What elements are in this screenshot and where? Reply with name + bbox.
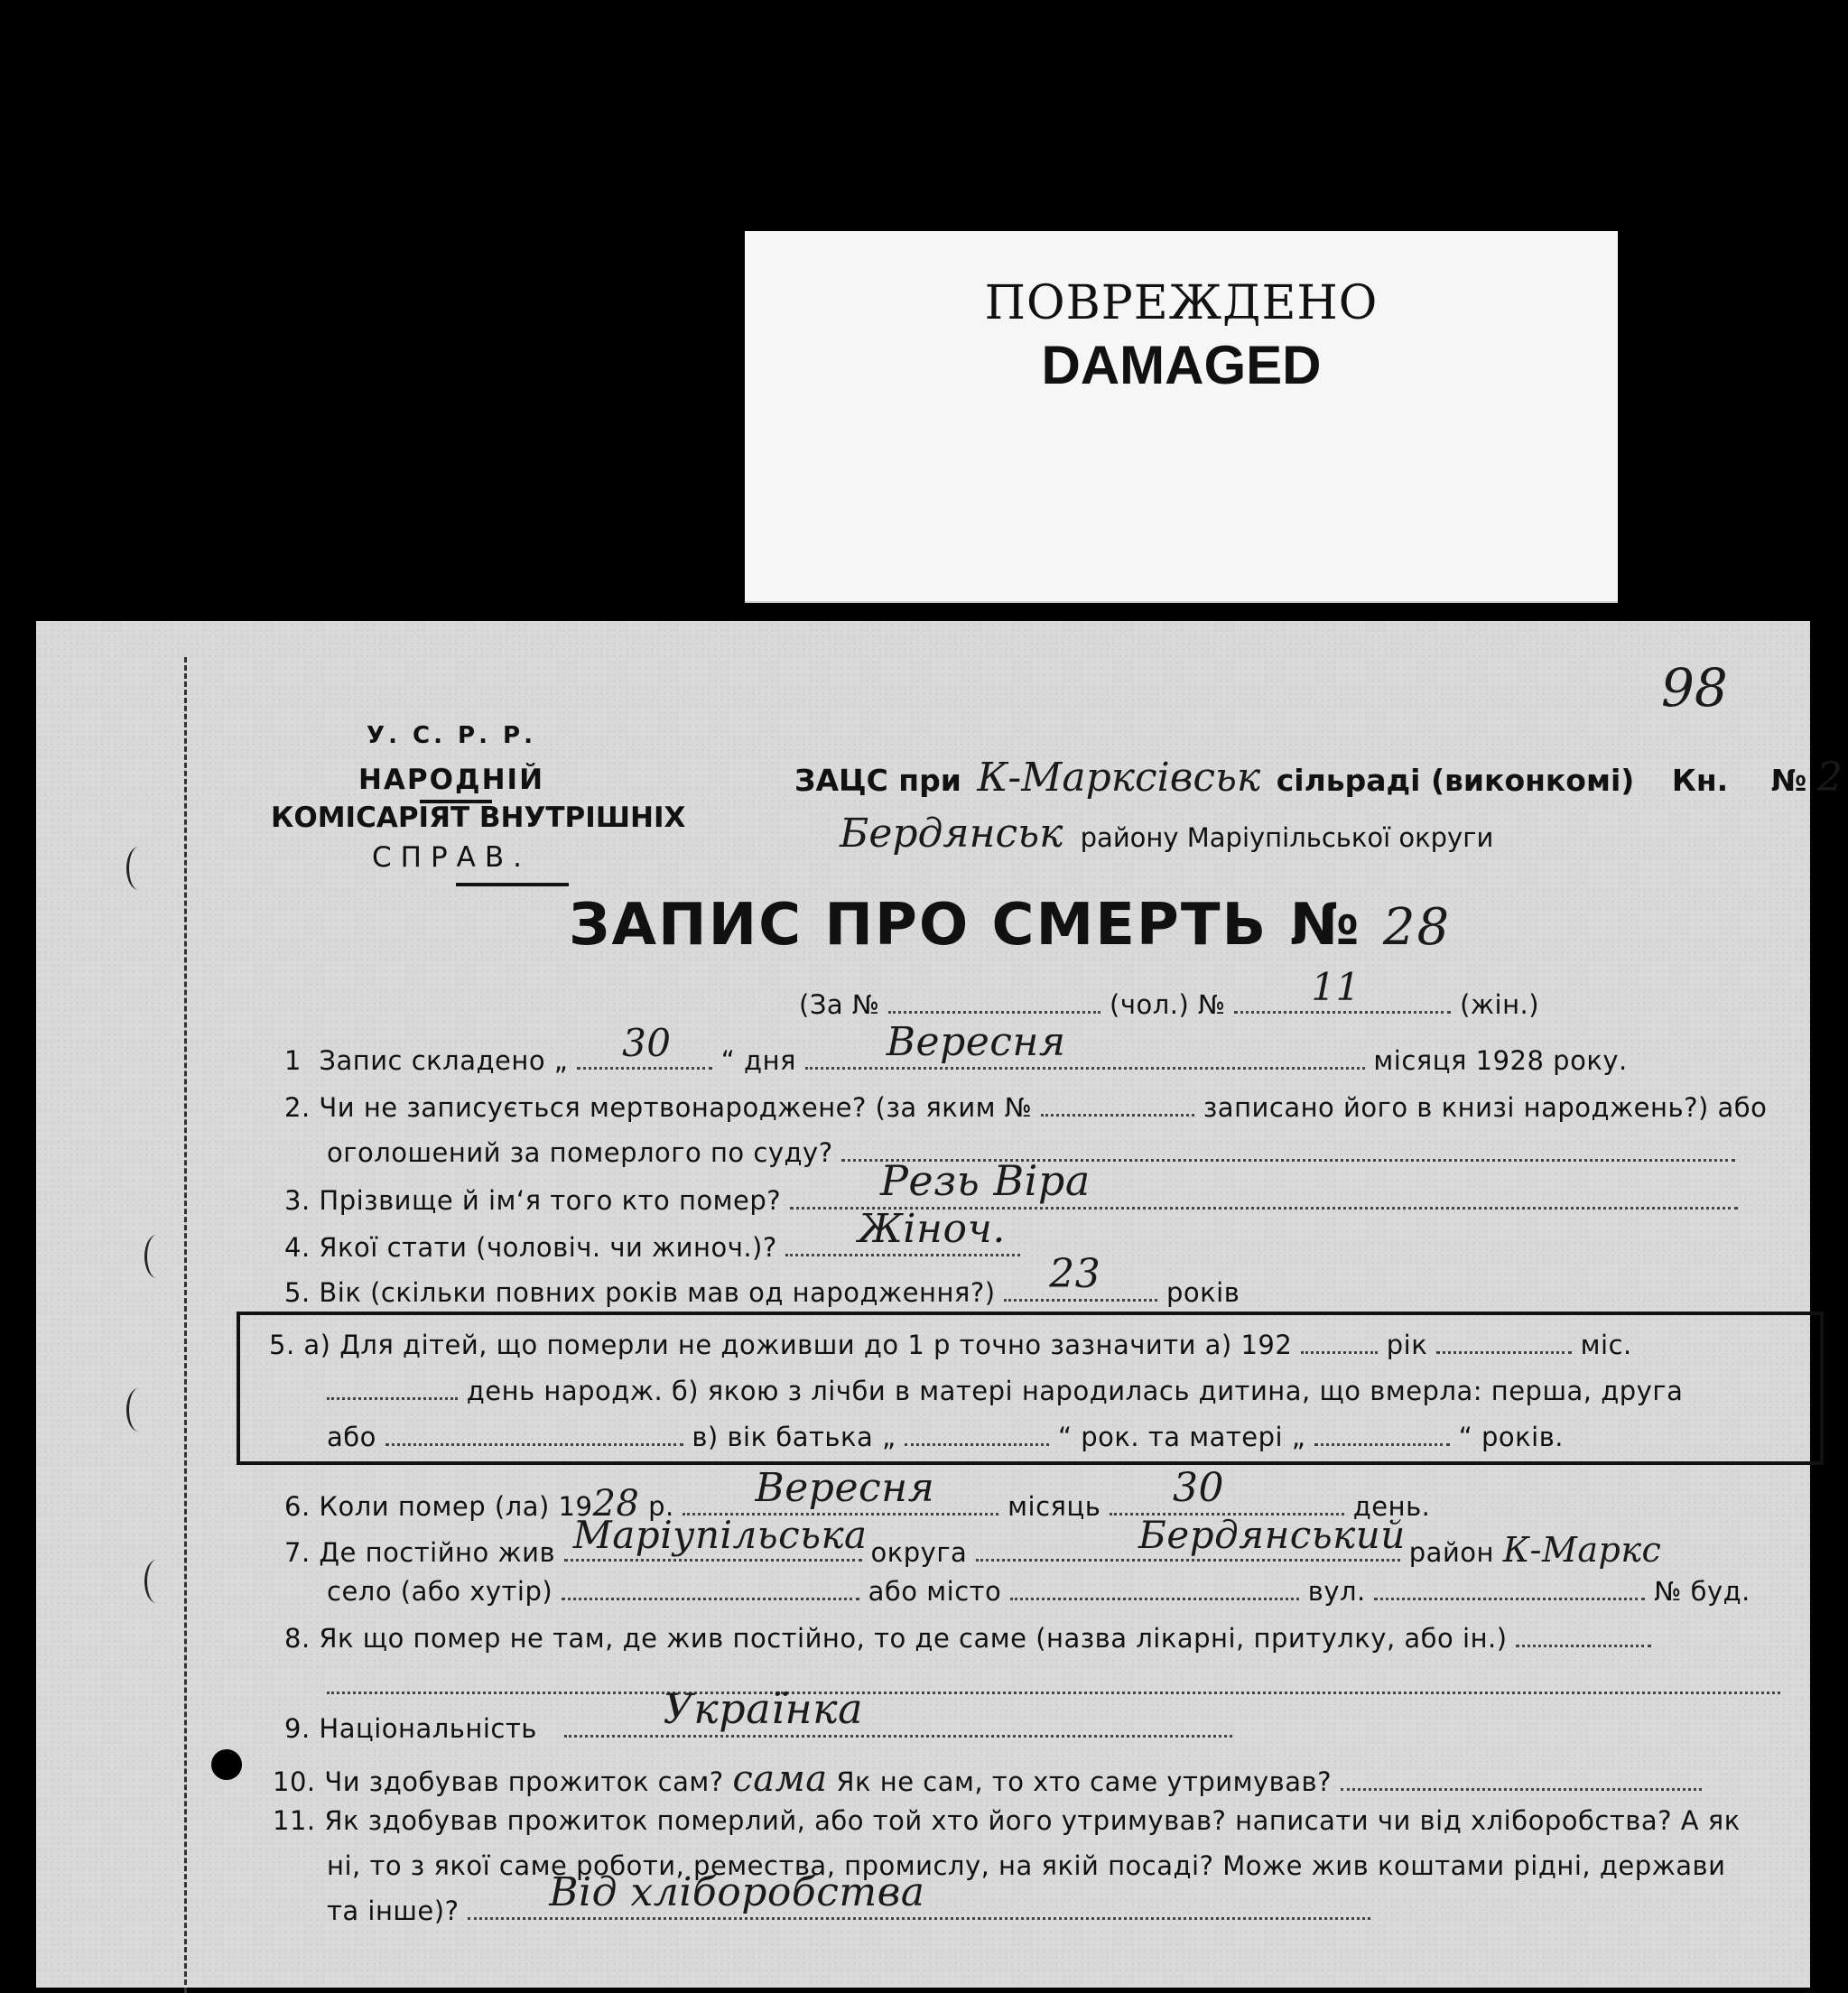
row-7-place: К-Маркс — [1502, 1530, 1662, 1570]
header-commissariat-2: КОМІСАРІЯТ ВНУТРІШНІХ — [271, 802, 686, 834]
row-4-value: Жіноч. — [858, 1206, 1006, 1252]
row-10-value: сама — [732, 1758, 828, 1800]
row-1-month: Вересня — [886, 1019, 1066, 1065]
row-1-label: Запис складено „ — [319, 1045, 569, 1076]
row-4-num: 4. — [284, 1232, 311, 1263]
tear-mark — [126, 1388, 151, 1432]
row-6-year: 28 — [592, 1483, 640, 1525]
row-5-num: 5. — [284, 1277, 311, 1308]
header-commissariat-1: НАРОДНІЙ — [358, 764, 545, 796]
row-4-label: Якої стати (чоловіч. чи жиноч.)? — [319, 1232, 777, 1263]
sub-number-prefix: (За № — [799, 989, 880, 1020]
death-record-sheet — [36, 621, 1843, 1988]
row-3-value: Резь Віра — [879, 1156, 1091, 1205]
row-7 — [284, 1513, 1662, 1570]
district-value: Бердянськ — [840, 811, 1063, 857]
tear-mark — [144, 1560, 169, 1603]
row-11-label-c: та інше)? — [327, 1896, 460, 1926]
tear-mark — [144, 1235, 169, 1278]
punch-hole — [211, 1749, 242, 1780]
row-9-num: 9. — [284, 1713, 311, 1744]
row-8-num: 8. — [284, 1623, 311, 1654]
tear-mark — [126, 847, 151, 890]
row-3-num: 3. — [284, 1185, 311, 1216]
row-5a-label-c: міс. — [1580, 1330, 1632, 1360]
row-5-value: 23 — [1049, 1251, 1101, 1297]
sub-number-male-value: 11 — [1311, 965, 1360, 1009]
row-7-raion: Бердянський — [1138, 1513, 1406, 1557]
record-number: 28 — [1382, 898, 1452, 957]
row-5a-label-h: “ років. — [1458, 1422, 1565, 1452]
row-11-value: Від хліборобства — [549, 1869, 925, 1915]
row-1-day: 30 — [622, 1021, 672, 1065]
row-7-city-label: або місто — [868, 1576, 1002, 1607]
zags-suffix: сільраді (виконкомі) — [1276, 763, 1635, 798]
row-11-num: 11. — [273, 1805, 316, 1836]
row-6-num: 6. — [284, 1491, 311, 1522]
row-5a-label-f: в) вік батька „ — [692, 1422, 896, 1452]
row-7-cont — [327, 1576, 1750, 1607]
row-7-okruga-label: округа — [870, 1537, 968, 1568]
row-7-num: 7. — [284, 1537, 311, 1568]
row-6-month: Вересня — [755, 1465, 935, 1511]
row-7-house-label: № буд. — [1654, 1576, 1750, 1607]
row-5a-label-e: або — [327, 1422, 376, 1452]
row-1 — [284, 1019, 1628, 1076]
row-3 — [284, 1156, 1738, 1216]
row-5a-label-g: “ рок. та матері „ — [1057, 1422, 1306, 1452]
row-7-raion-label: район — [1408, 1537, 1494, 1568]
row-5a-label-d: день народж. б) якою з лічби в матері народилась дитина, що вмерла: перша, друга — [466, 1376, 1684, 1406]
row-10 — [273, 1758, 1702, 1800]
row-11 — [273, 1805, 1741, 1836]
row-5a-num: 5. а) — [269, 1330, 331, 1360]
row-3-label: Прізвище й ім‘я того кто помер? — [319, 1185, 782, 1216]
book-no: 2 — [1816, 755, 1843, 801]
row-7-okruga: Маріупільська — [572, 1513, 868, 1557]
damaged-label-card — [745, 231, 1618, 603]
row-5a-line-1 — [269, 1330, 1632, 1360]
zags-prefix: ЗАЦС при — [794, 763, 961, 798]
row-8-cont — [327, 1670, 1780, 1701]
row-11-cont-2 — [327, 1869, 1370, 1926]
header-ussr: У. С. Р. Р. — [367, 722, 536, 749]
book-no-label: № — [1770, 763, 1807, 798]
page-number: 98 — [1661, 657, 1728, 718]
row-6-year-label: р. — [648, 1491, 674, 1522]
row-5a-line-2 — [327, 1376, 1683, 1406]
damaged-label-ru: ПОВРЕЖДЕНО — [984, 276, 1379, 330]
perforation-line — [184, 657, 187, 1993]
header-rule — [456, 883, 569, 886]
row-5-unit: років — [1166, 1277, 1240, 1308]
damaged-label-en: DAMAGED — [1041, 335, 1322, 395]
sub-numbers-line — [799, 965, 1540, 1020]
row-4 — [284, 1206, 1020, 1263]
row-5-label: Вік (скільки повних років мав од народження?) — [319, 1277, 996, 1308]
row-10-label: Чи здобував прожиток сам? — [324, 1766, 724, 1797]
row-10-label-b: Як не сам, то хто саме утримував? — [836, 1766, 1333, 1797]
row-9-value: Українка — [663, 1684, 864, 1733]
zags-line — [794, 755, 1843, 801]
row-6-month-label: місяць — [1008, 1491, 1101, 1522]
row-5 — [284, 1251, 1240, 1308]
row-1-day-label: “ дня — [720, 1045, 796, 1076]
sub-number-female-label: (жін.) — [1460, 989, 1540, 1020]
book-label: Кн. — [1671, 763, 1729, 798]
sub-number-male-label: (чол.) № — [1110, 989, 1226, 1020]
row-2 — [284, 1092, 1767, 1123]
row-7-label: Де постійно жив — [319, 1537, 556, 1568]
header-commissariat-3: СПРАВ. — [372, 841, 531, 874]
row-5a-label-a: Для дітей, що померли не доживши до 1 р точно зазначити а) 192 — [339, 1330, 1293, 1360]
row-11-cont — [327, 1850, 1725, 1881]
row-2-label-b: записано його в книзі народжень?) або — [1203, 1092, 1768, 1123]
row-1-num: 1 — [284, 1045, 302, 1076]
row-5a-line-3 — [327, 1422, 1564, 1452]
row-2-label: Чи не записується мертвонароджене? (за яким № — [319, 1092, 1033, 1123]
row-9 — [284, 1684, 1232, 1744]
row-11-label-b: ні, то з якої саме роботи, ремества, промислу, на якій посаді? Може жив коштами рідні, держави — [327, 1850, 1726, 1881]
row-8 — [284, 1623, 1651, 1654]
row-2-num: 2. — [284, 1092, 311, 1123]
record-title — [569, 892, 1451, 959]
row-9-label: Національність — [319, 1713, 537, 1744]
row-7-street-label: вул. — [1307, 1576, 1366, 1607]
row-1-year: місяця 1928 року. — [1373, 1045, 1628, 1076]
row-7-village-label: село (або хутір) — [327, 1576, 553, 1607]
row-6-day: 30 — [1173, 1465, 1225, 1511]
row-6-label: Коли помер (ла) 19 — [319, 1491, 593, 1522]
district-line — [840, 811, 1493, 857]
record-title-text: ЗАПИС ПРО СМЕРТЬ № — [569, 892, 1361, 959]
zags-place: К-Марксівськ — [977, 755, 1261, 801]
row-5a-label-b: рік — [1386, 1330, 1428, 1360]
row-10-num: 10. — [273, 1766, 316, 1797]
row-6-day-label: день. — [1352, 1491, 1431, 1522]
row-8-label: Як що помер не там, де жив постійно, то де саме (назва лікарні, притулку, або ін.) — [319, 1623, 1508, 1654]
row-2-label-c: оголошений за померлого по суду? — [327, 1137, 833, 1168]
district-suffix: району Маріупільської округи — [1080, 822, 1494, 853]
row-11-label-a: Як здобував прожиток померлий, або той хто його утримував? написати чи від хліборобства? А як — [324, 1805, 1741, 1836]
